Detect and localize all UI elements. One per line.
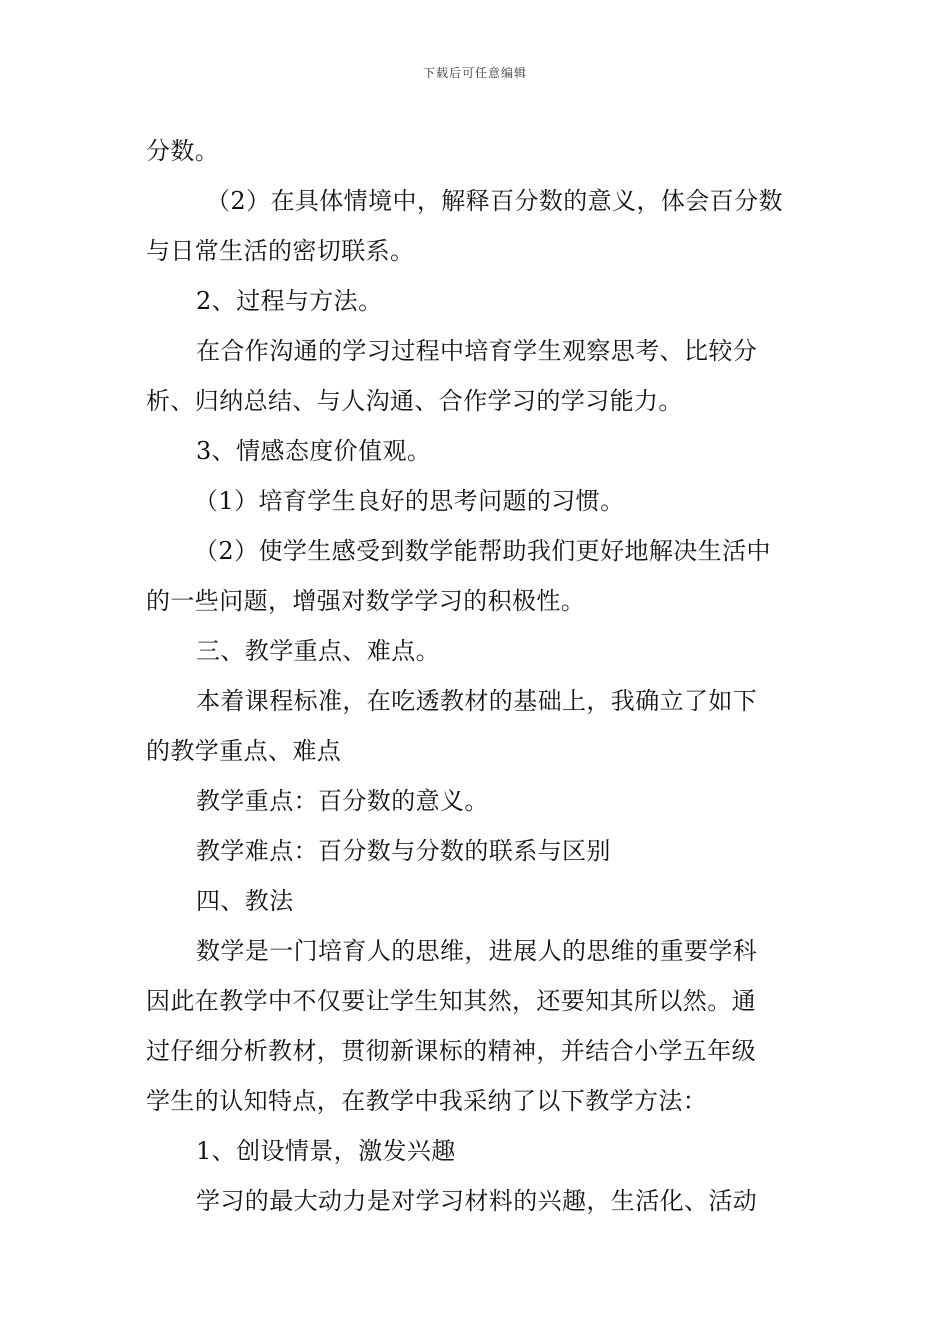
- text-line: 的一些问题，增强对数学学习的积极性。: [146, 587, 586, 615]
- text-line: 因此在教学中不仅要让学生知其然，还要知其所以然。通: [146, 987, 756, 1015]
- text-line: （2）使学生感受到数学能帮助我们更好地解决生活中: [194, 537, 771, 565]
- text-line: 数学是一门培育人的思维，进展人的思维的重要学科: [196, 937, 758, 965]
- text-line: （2）在具体情境中，解释百分数的意义，体会百分数: [206, 187, 783, 215]
- text-line: 3、情感态度价值观。: [196, 437, 432, 465]
- text-line: 四、教法: [196, 887, 294, 915]
- document-body: [146, 126, 811, 1226]
- text-line: 的教学重点、难点: [146, 737, 342, 765]
- text-line: 分数。: [146, 137, 220, 165]
- page-header: 下载后可任意编辑: [422, 66, 527, 80]
- text-line: 2、过程与方法。: [196, 287, 383, 315]
- text-line: 与日常生活的密切联系。: [146, 237, 415, 265]
- text-line: 三、教学重点、难点。: [196, 637, 440, 665]
- text-line: 本着课程标准，在吃透教材的基础上，我确立了如下: [196, 687, 758, 715]
- text-line: 学生的认知特点，在教学中我采纳了以下教学方法：: [146, 1087, 708, 1115]
- text-line: （1）培育学生良好的思考问题的习惯。: [194, 487, 625, 515]
- text-line: 1、创设情景，激发兴趣: [196, 1137, 456, 1165]
- text-line: 教学重点：百分数的意义。: [196, 787, 489, 815]
- text-line: 学习的最大动力是对学习材料的兴趣，生活化、活动: [196, 1187, 758, 1215]
- text-line: 在合作沟通的学习过程中培育学生观察思考、比较分: [196, 337, 758, 365]
- text-line: 析、归纳总结、与人沟通、合作学习的学习能力。: [146, 387, 683, 415]
- text-line: 教学难点：百分数与分数的联系与区别: [196, 837, 611, 865]
- text-line: 过仔细分析教材，贯彻新课标的精神，并结合小学五年级: [146, 1037, 756, 1065]
